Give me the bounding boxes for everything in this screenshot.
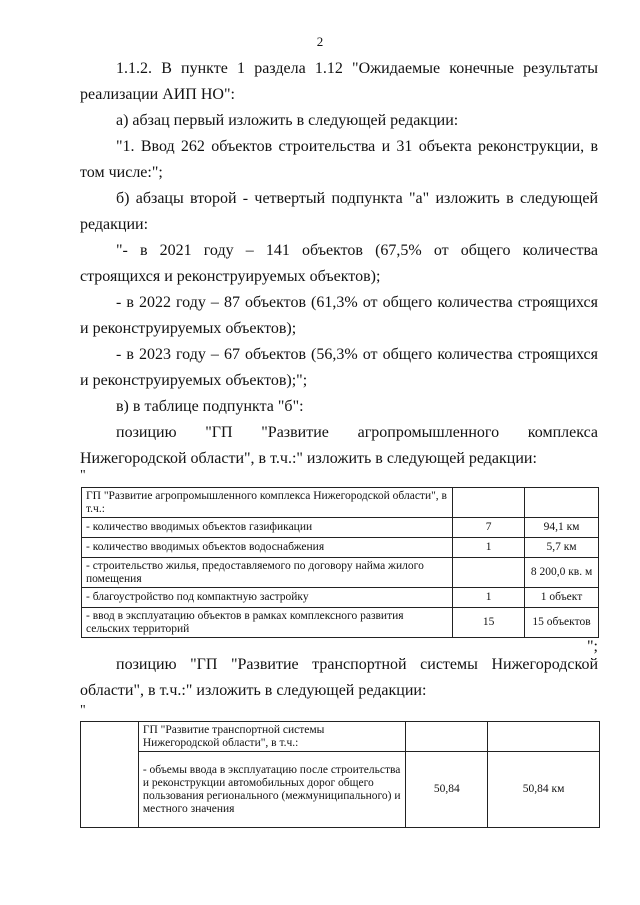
table-cell-value: 15 объектов	[525, 608, 599, 638]
paragraph-3: "1. Ввод 262 объектов строительства и 31 объекта реконструкции, в том числе:";	[80, 138, 598, 181]
table-cell-name: - строительство жилья, предоставляемого по договору найма жилого помещения	[82, 558, 453, 588]
table-row	[82, 558, 599, 588]
table-cell-count	[453, 488, 525, 518]
table-cell-value: 5,7 км	[525, 538, 599, 558]
table-cell-count: 50,84	[406, 752, 488, 828]
table-cell-value: 50,84 км	[488, 752, 600, 828]
paragraph-8: в) в таблице подпункта "б":	[116, 398, 304, 415]
table-row	[82, 588, 599, 608]
paragraph-2: а) абзац первый изложить в следующей редакции:	[116, 112, 459, 129]
table-cell-value: 94,1 км	[525, 518, 599, 538]
paragraph-4: б) абзацы второй - четвертый подпункта "а" изложить в следующей редакции:	[80, 190, 598, 233]
paragraph-9: позицию "ГП "Развитие агропромышленного комплекса Нижегородской области", в т.ч.:" изложить в следующей редакции:	[80, 424, 598, 467]
table-cell-name: - ввод в эксплуатацию объектов в рамках комплексного развития сельских территорий	[82, 608, 453, 638]
table-cell-name: - объемы ввода в эксплуатацию после строительства и реконструкции автомобильных дорог общего пользования регионального (межмуниципального) и местного значения	[138, 752, 406, 828]
table-row	[81, 722, 600, 752]
table-row	[82, 538, 599, 558]
table-cell-name: ГП "Развитие транспортной системы Нижегородской области", в т.ч.:	[138, 722, 406, 752]
close-quote-1: ";	[587, 638, 598, 655]
table-cell-name: ГП "Развитие агропромышленного комплекса Нижегородской области", в т.ч.:	[82, 488, 453, 518]
table-row	[82, 488, 599, 518]
paragraph-5: "- в 2021 году – 141 объектов (67,5% от общего количества строящихся и реконструируемых объектов);	[80, 242, 598, 285]
table-cell-name: - благоустройство под компактную застройку	[82, 588, 453, 608]
paragraph-7: - в 2023 году – 67 объектов (56,3% от общего количества строящихся и реконструируемых объектов);";	[80, 346, 598, 389]
table-cell-value: 1 объект	[525, 588, 599, 608]
table-cell-name: - количество вводимых объектов водоснабжения	[82, 538, 453, 558]
table-cell-count: 1	[453, 538, 525, 558]
table-row	[82, 518, 599, 538]
table-cell-value: 8 200,0 кв. м	[525, 558, 599, 588]
table-cell-value	[488, 722, 600, 752]
table-cell-count	[453, 558, 525, 588]
table-row	[81, 752, 600, 828]
paragraph-10: позицию "ГП "Развитие транспортной системы Нижегородской области", в т.ч.:" изложить в следующей редакции:	[80, 656, 598, 699]
table-cell-count: 15	[453, 608, 525, 638]
table-cell-blank	[81, 722, 139, 828]
table-cell-name: - количество вводимых объектов газификации	[82, 518, 453, 538]
table-agro	[81, 487, 599, 638]
table-cell-value	[525, 488, 599, 518]
paragraph-1: 1.1.2. В пункте 1 раздела 1.12 "Ожидаемые конечные результаты реализации АИП НО":	[80, 60, 598, 103]
table-row	[82, 608, 599, 638]
page-number: 2	[316, 34, 324, 49]
table-cell-count: 7	[453, 518, 525, 538]
table-cell-count: 1	[453, 588, 525, 608]
table-transport	[80, 721, 600, 828]
paragraph-6: - в 2022 году – 87 объектов (61,3% от общего количества строящихся и реконструируемых объектов);	[80, 294, 598, 337]
table-cell-count	[406, 722, 488, 752]
open-quote-1: "	[80, 468, 86, 483]
open-quote-2: "	[80, 703, 86, 718]
